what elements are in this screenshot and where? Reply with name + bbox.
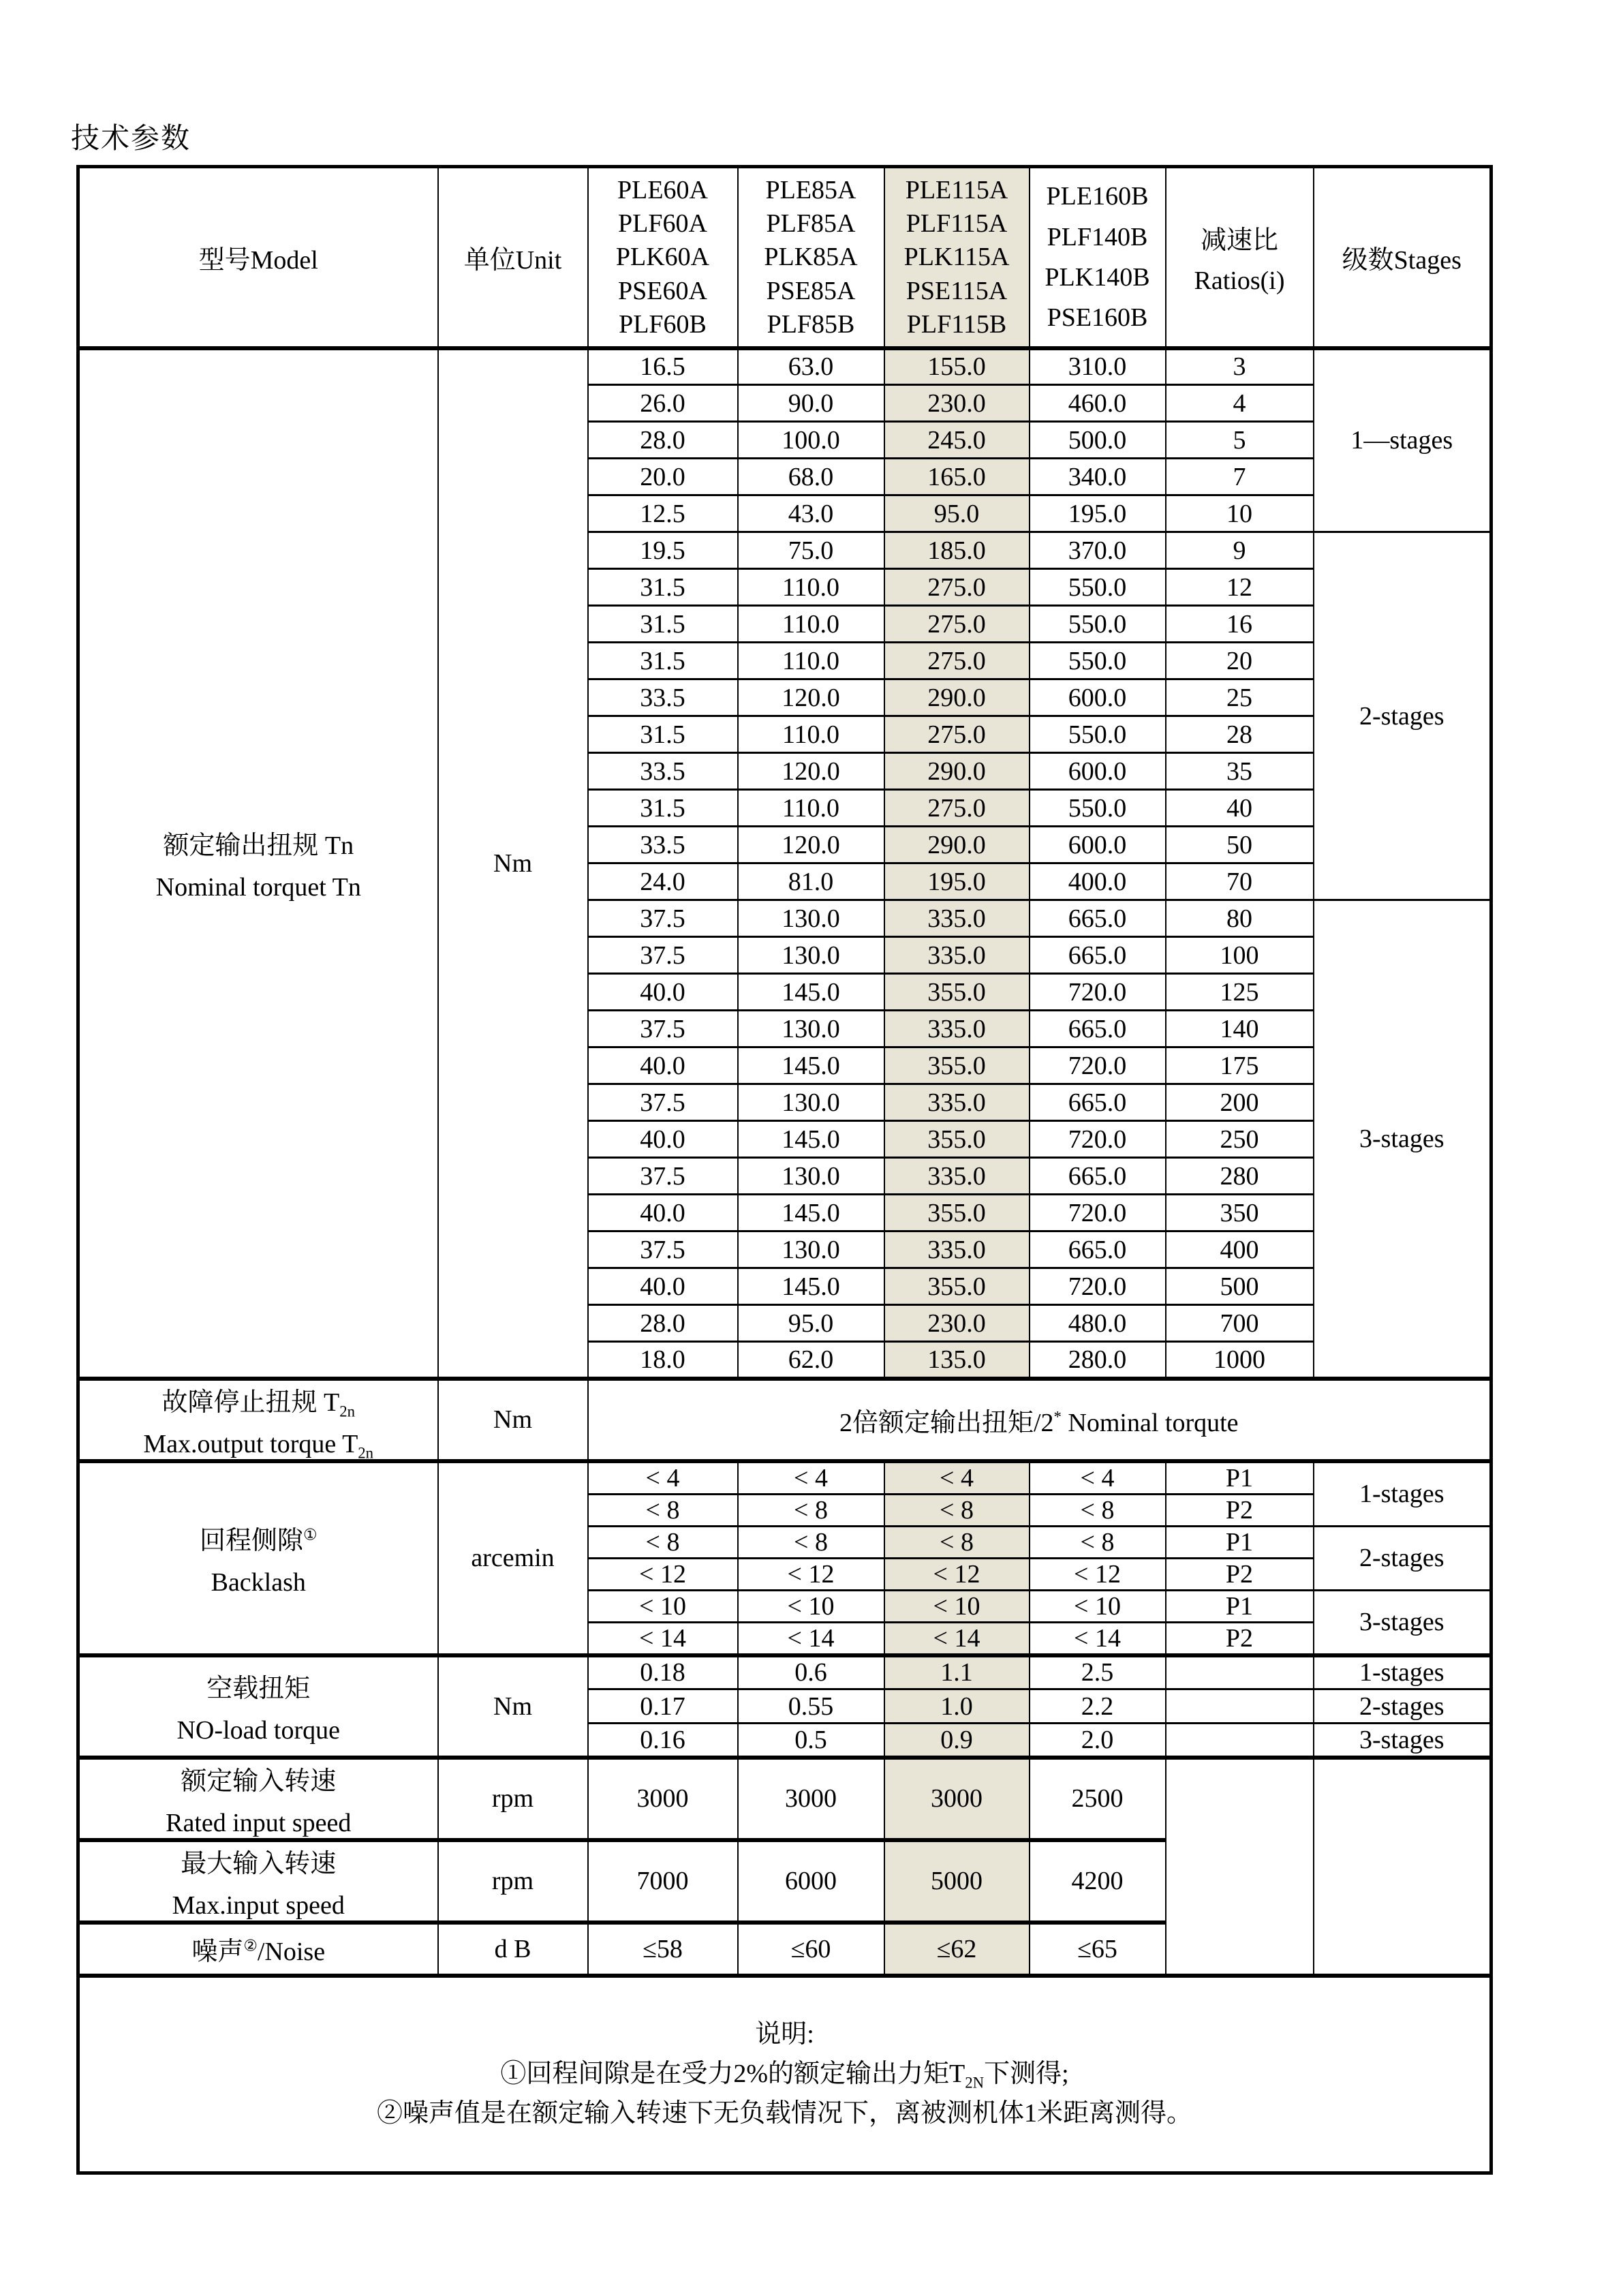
- torque-value-cell: 155.0: [884, 348, 1030, 385]
- torque-value-cell: 110.0: [738, 790, 884, 827]
- torque-value-cell: 75.0: [738, 532, 884, 569]
- torque-value-cell: 165.0: [884, 459, 1030, 495]
- torque-value-cell: 81.0: [738, 863, 884, 900]
- precision-grade-cell: P1: [1166, 1590, 1314, 1622]
- table-row: [78, 1655, 1491, 1689]
- stage-label-cell: 3-stages: [1314, 1590, 1491, 1655]
- rated-speed-value-cell: 3000: [884, 1758, 1030, 1840]
- precision-grade-cell: P1: [1166, 1461, 1314, 1495]
- model-column-header-lines: [1030, 171, 1165, 343]
- torque-value-cell: 720.0: [1030, 1195, 1166, 1231]
- precision-grade-cell: P2: [1166, 1494, 1314, 1526]
- no-load-value-cell: 0.18: [588, 1655, 738, 1689]
- no-load-torque-label-lines: [80, 1667, 437, 1745]
- torque-value-cell: 145.0: [738, 1121, 884, 1158]
- precision-grade-cell: P2: [1166, 1622, 1314, 1655]
- torque-value-cell: 290.0: [884, 827, 1030, 863]
- torque-value-cell: 600.0: [1030, 827, 1166, 863]
- ratio-cell-empty: [1166, 1724, 1314, 1758]
- torque-value-cell: 37.5: [588, 900, 738, 937]
- ratio-cell: 16: [1166, 606, 1314, 643]
- torque-value-cell: 120.0: [738, 679, 884, 716]
- model-column-header: [738, 167, 884, 348]
- model-header: 型号Model: [78, 167, 438, 348]
- torque-value-cell: 275.0: [884, 716, 1030, 753]
- max-input-speed-label: [78, 1840, 438, 1923]
- max-output-torque-value: 2倍额定输出扭矩/2* Nominal torqute: [588, 1379, 1491, 1461]
- ratio-cell: 7: [1166, 459, 1314, 495]
- torque-value-cell: 40.0: [588, 1268, 738, 1305]
- model-name: PSE60A: [618, 276, 707, 305]
- backlash-value-cell: < 8: [738, 1494, 884, 1526]
- torque-value-cell: 20.0: [588, 459, 738, 495]
- torque-value-cell: 195.0: [1030, 495, 1166, 532]
- torque-value-cell: 335.0: [884, 900, 1030, 937]
- ratios-header: [1166, 167, 1314, 348]
- rated-speed-value-cell: 3000: [738, 1758, 884, 1840]
- ratio-cell: 40: [1166, 790, 1314, 827]
- ratio-cell: 280: [1166, 1158, 1314, 1195]
- model-name: PLK115A: [903, 243, 1010, 272]
- torque-value-cell: 275.0: [884, 643, 1030, 679]
- backlash-value-cell: < 8: [1030, 1526, 1166, 1558]
- torque-value-cell: 62.0: [738, 1342, 884, 1379]
- torque-value-cell: 145.0: [738, 1268, 884, 1305]
- table-row: [78, 348, 1491, 385]
- unit-cell: Nm: [438, 1379, 588, 1461]
- backlash-label-lines: [80, 1519, 437, 1597]
- torque-value-cell: 335.0: [884, 1158, 1030, 1195]
- note-line: ②噪声值是在额定输入转速下无负载情况下，离被测机体1米距离测得。: [376, 2098, 1192, 2128]
- no-load-value-cell: 0.5: [738, 1724, 884, 1758]
- torque-value-cell: 275.0: [884, 790, 1030, 827]
- ratio-cell: 1000: [1166, 1342, 1314, 1379]
- torque-value-cell: 145.0: [738, 974, 884, 1011]
- torque-value-cell: 665.0: [1030, 900, 1166, 937]
- ratio-cell: 10: [1166, 495, 1314, 532]
- no-load-value-cell: 0.6: [738, 1655, 884, 1689]
- torque-value-cell: 460.0: [1030, 385, 1166, 422]
- note-line: ①回程间隙是在受力2%的额定输出力矩$T_{2N}$下测得;: [500, 2059, 1069, 2092]
- torque-value-cell: 40.0: [588, 1047, 738, 1084]
- torque-value-cell: 370.0: [1030, 532, 1166, 569]
- ratio-cell: 125: [1166, 974, 1314, 1011]
- model-column-header-lines: [739, 171, 884, 343]
- torque-value-cell: 145.0: [738, 1047, 884, 1084]
- max-speed-value-cell: 5000: [884, 1840, 1030, 1923]
- torque-value-cell: 110.0: [738, 716, 884, 753]
- torque-value-cell: 130.0: [738, 900, 884, 937]
- no-load-value-cell: 2.2: [1030, 1689, 1166, 1724]
- unit-cell: d B: [438, 1923, 588, 1976]
- stage-label-cell: 2-stages: [1314, 1689, 1491, 1724]
- stage-label-cell: 3-stages: [1314, 900, 1491, 1379]
- torque-value-cell: 290.0: [884, 679, 1030, 716]
- torque-value-cell: 110.0: [738, 569, 884, 606]
- torque-value-cell: 130.0: [738, 1084, 884, 1121]
- torque-value-cell: 28.0: [588, 1305, 738, 1342]
- backlash-value-cell: < 8: [588, 1494, 738, 1526]
- torque-value-cell: 145.0: [738, 1195, 884, 1231]
- torque-value-cell: 355.0: [884, 1047, 1030, 1084]
- row-label-line: 额定输入转速: [181, 1766, 337, 1796]
- torque-value-cell: 550.0: [1030, 643, 1166, 679]
- notes-cell-lines: [80, 2015, 1489, 2133]
- torque-value-cell: 275.0: [884, 606, 1030, 643]
- row-label-line: Max.output torque $T_{2n}$: [143, 1429, 374, 1461]
- torque-value-cell: 63.0: [738, 348, 884, 385]
- row-label-line: Rated input speed: [166, 1808, 352, 1837]
- torque-value-cell: 100.0: [738, 422, 884, 459]
- torque-value-cell: 37.5: [588, 937, 738, 974]
- ratio-cell: 500: [1166, 1268, 1314, 1305]
- model-name: PLF140B: [1047, 222, 1148, 251]
- max-speed-value-cell: 7000: [588, 1840, 738, 1923]
- backlash-value-cell: < 8: [1030, 1494, 1166, 1526]
- model-name: PSE160B: [1047, 303, 1148, 332]
- torque-value-cell: 665.0: [1030, 1011, 1166, 1047]
- torque-value-cell: 230.0: [884, 1305, 1030, 1342]
- torque-value-cell: 95.0: [738, 1305, 884, 1342]
- model-name: PLF115B: [906, 309, 1007, 339]
- ratio-cell: 4: [1166, 385, 1314, 422]
- torque-value-cell: 110.0: [738, 606, 884, 643]
- torque-value-cell: 335.0: [884, 1011, 1030, 1047]
- torque-value-cell: 90.0: [738, 385, 884, 422]
- backlash-value-cell: < 4: [588, 1461, 738, 1495]
- spec-table: [76, 165, 1493, 2175]
- no-load-value-cell: 2.0: [1030, 1724, 1166, 1758]
- nominal-torque-label: [78, 348, 438, 1379]
- torque-value-cell: 400.0: [1030, 863, 1166, 900]
- model-name: PSE115A: [906, 276, 1008, 305]
- noise-label: 噪声②/Noise: [78, 1923, 438, 1976]
- stage-cell-empty: [1314, 1758, 1491, 1976]
- ratio-cell: 100: [1166, 937, 1314, 974]
- model-column-header: [884, 167, 1030, 348]
- torque-value-cell: 40.0: [588, 974, 738, 1011]
- torque-value-cell: 665.0: [1030, 1231, 1166, 1268]
- max-input-speed-label-lines: [80, 1842, 437, 1920]
- torque-value-cell: 275.0: [884, 569, 1030, 606]
- no-load-value-cell: 1.0: [884, 1689, 1030, 1724]
- model-column-header: [588, 167, 738, 348]
- torque-value-cell: 550.0: [1030, 790, 1166, 827]
- no-load-value-cell: 2.5: [1030, 1655, 1166, 1689]
- backlash-value-cell: < 8: [884, 1526, 1030, 1558]
- backlash-value-cell: < 14: [1030, 1622, 1166, 1655]
- backlash-value-cell: < 10: [588, 1590, 738, 1622]
- row-label-line: 回程侧隙①: [200, 1525, 318, 1555]
- ratio-cell: 80: [1166, 900, 1314, 937]
- torque-value-cell: 18.0: [588, 1342, 738, 1379]
- ratio-cell: 50: [1166, 827, 1314, 863]
- row-label-line: Max.input speed: [172, 1891, 345, 1920]
- backlash-value-cell: < 12: [588, 1558, 738, 1590]
- torque-value-cell: 665.0: [1030, 937, 1166, 974]
- precision-grade-cell: P2: [1166, 1558, 1314, 1590]
- model-column-header-lines: [589, 171, 737, 343]
- row-label-line: 最大输入转速: [181, 1849, 337, 1878]
- torque-value-cell: 31.5: [588, 716, 738, 753]
- torque-value-cell: 33.5: [588, 679, 738, 716]
- ratio-cell: 350: [1166, 1195, 1314, 1231]
- torque-value-cell: 355.0: [884, 1268, 1030, 1305]
- ratio-cell: 200: [1166, 1084, 1314, 1121]
- ratios-header-line: Ratios(i): [1194, 266, 1285, 295]
- ratio-cell: 700: [1166, 1305, 1314, 1342]
- torque-value-cell: 31.5: [588, 606, 738, 643]
- backlash-value-cell: < 14: [884, 1622, 1030, 1655]
- ratios-header-line: 减速比: [1200, 226, 1278, 255]
- backlash-value-cell: < 4: [738, 1461, 884, 1495]
- torque-value-cell: 40.0: [588, 1121, 738, 1158]
- model-name: PLK60A: [615, 243, 710, 272]
- row-label-line: Backlash: [211, 1567, 306, 1597]
- rated-input-speed-label: [78, 1758, 438, 1840]
- row-label-line: 故障停止扭规 $T_{2n}$: [161, 1388, 355, 1420]
- model-name: PLE85A: [765, 175, 856, 204]
- ratio-cell-empty: [1166, 1758, 1314, 1976]
- model-name: PLF85A: [766, 209, 856, 238]
- note-line: 说明:: [755, 2020, 814, 2049]
- torque-value-cell: 130.0: [738, 1158, 884, 1195]
- torque-value-cell: 550.0: [1030, 716, 1166, 753]
- nominal-torque-label-lines: [80, 824, 437, 902]
- torque-value-cell: 95.0: [884, 495, 1030, 532]
- torque-value-cell: 720.0: [1030, 974, 1166, 1011]
- stages-header: 级数Stages: [1314, 167, 1491, 348]
- stage-label-cell: 3-stages: [1314, 1724, 1491, 1758]
- torque-value-cell: 665.0: [1030, 1158, 1166, 1195]
- unit-cell: arcemin: [438, 1461, 588, 1655]
- backlash-value-cell: < 14: [738, 1622, 884, 1655]
- torque-value-cell: 130.0: [738, 1231, 884, 1268]
- torque-value-cell: 245.0: [884, 422, 1030, 459]
- ratio-cell: 140: [1166, 1011, 1314, 1047]
- max-output-torque-label: [78, 1379, 438, 1461]
- ratio-cell: 20: [1166, 643, 1314, 679]
- torque-value-cell: 110.0: [738, 643, 884, 679]
- torque-value-cell: 600.0: [1030, 679, 1166, 716]
- ratio-cell-empty: [1166, 1655, 1314, 1689]
- torque-value-cell: 550.0: [1030, 606, 1166, 643]
- max-speed-value-cell: 6000: [738, 1840, 884, 1923]
- torque-value-cell: 28.0: [588, 422, 738, 459]
- table-row: [78, 167, 1491, 348]
- rated-speed-value-cell: 2500: [1030, 1758, 1166, 1840]
- no-load-value-cell: 1.1: [884, 1655, 1030, 1689]
- table-row: [78, 1976, 1491, 2173]
- backlash-value-cell: < 10: [884, 1590, 1030, 1622]
- rated-input-speed-label-lines: [80, 1760, 437, 1838]
- torque-value-cell: 135.0: [884, 1342, 1030, 1379]
- torque-value-cell: 31.5: [588, 569, 738, 606]
- torque-value-cell: 33.5: [588, 753, 738, 790]
- backlash-value-cell: < 4: [884, 1461, 1030, 1495]
- backlash-value-cell: < 12: [738, 1558, 884, 1590]
- row-label-line: Nominal torquet Tn: [155, 873, 361, 902]
- model-name: PLF115A: [906, 209, 1008, 238]
- table-row: [78, 1379, 1491, 1461]
- torque-value-cell: 355.0: [884, 1121, 1030, 1158]
- backlash-value-cell: < 4: [1030, 1461, 1166, 1495]
- model-name: PLF60B: [619, 309, 707, 339]
- page-title: 技术参数: [71, 123, 191, 155]
- stage-label-cell: 1—stages: [1314, 348, 1491, 532]
- model-name: PLE115A: [905, 175, 1008, 204]
- backlash-value-cell: < 12: [884, 1558, 1030, 1590]
- no-load-torque-label: [78, 1655, 438, 1758]
- backlash-value-cell: < 8: [884, 1494, 1030, 1526]
- torque-value-cell: 720.0: [1030, 1047, 1166, 1084]
- row-label-line: NO-load torque: [176, 1716, 341, 1745]
- torque-value-cell: 40.0: [588, 1195, 738, 1231]
- torque-value-cell: 37.5: [588, 1231, 738, 1268]
- noise-value-cell: ≤62: [884, 1923, 1030, 1976]
- no-load-value-cell: 0.55: [738, 1689, 884, 1724]
- torque-value-cell: 130.0: [738, 1011, 884, 1047]
- torque-value-cell: 355.0: [884, 974, 1030, 1011]
- torque-value-cell: 130.0: [738, 937, 884, 974]
- torque-value-cell: 68.0: [738, 459, 884, 495]
- ratio-cell: 5: [1166, 422, 1314, 459]
- model-name: PLF85B: [767, 309, 855, 339]
- torque-value-cell: 37.5: [588, 1158, 738, 1195]
- ratio-cell: 70: [1166, 863, 1314, 900]
- ratio-cell: 175: [1166, 1047, 1314, 1084]
- stage-label-cell: 1-stages: [1314, 1461, 1491, 1527]
- max-output-torque-label-lines: [80, 1381, 437, 1459]
- ratio-cell-empty: [1166, 1689, 1314, 1724]
- noise-value-cell: ≤58: [588, 1923, 738, 1976]
- ratio-cell: 400: [1166, 1231, 1314, 1268]
- torque-value-cell: 19.5: [588, 532, 738, 569]
- ratio-cell: 35: [1166, 753, 1314, 790]
- torque-value-cell: 16.5: [588, 348, 738, 385]
- table-row: [78, 1461, 1491, 1495]
- table-row: [78, 1758, 1491, 1840]
- backlash-label: [78, 1461, 438, 1655]
- backlash-value-cell: < 12: [1030, 1558, 1166, 1590]
- precision-grade-cell: P1: [1166, 1526, 1314, 1558]
- ratio-cell: 12: [1166, 569, 1314, 606]
- unit-cell: rpm: [438, 1840, 588, 1923]
- ratio-cell: 25: [1166, 679, 1314, 716]
- ratio-cell: 250: [1166, 1121, 1314, 1158]
- model-column-header-lines: [885, 171, 1029, 343]
- row-label-line: 空载扭矩: [206, 1674, 311, 1703]
- torque-value-cell: 31.5: [588, 790, 738, 827]
- noise-value-cell: ≤65: [1030, 1923, 1166, 1976]
- torque-value-cell: 24.0: [588, 863, 738, 900]
- stage-label-cell: 2-stages: [1314, 532, 1491, 900]
- torque-value-cell: 310.0: [1030, 348, 1166, 385]
- unit-cell: rpm: [438, 1758, 588, 1840]
- backlash-value-cell: < 10: [1030, 1590, 1166, 1622]
- torque-value-cell: 335.0: [884, 937, 1030, 974]
- rated-speed-value-cell: 3000: [588, 1758, 738, 1840]
- torque-value-cell: 195.0: [884, 863, 1030, 900]
- stage-label-cell: 1-stages: [1314, 1655, 1491, 1689]
- model-column-header: [1030, 167, 1166, 348]
- torque-value-cell: 37.5: [588, 1084, 738, 1121]
- model-name: PLK140B: [1045, 262, 1150, 292]
- row-label-line: 额定输出扭规 Tn: [163, 831, 354, 860]
- torque-value-cell: 185.0: [884, 532, 1030, 569]
- ratios-header-lines: [1166, 219, 1313, 296]
- unit-cell: Nm: [438, 348, 588, 1379]
- torque-value-cell: 720.0: [1030, 1121, 1166, 1158]
- max-speed-value-cell: 4200: [1030, 1840, 1166, 1923]
- model-name: PLE60A: [617, 175, 708, 204]
- stage-label-cell: 2-stages: [1314, 1526, 1491, 1590]
- ratio-cell: 28: [1166, 716, 1314, 753]
- torque-value-cell: 120.0: [738, 827, 884, 863]
- torque-value-cell: 33.5: [588, 827, 738, 863]
- notes-cell: [78, 1976, 1491, 2173]
- unit-cell: Nm: [438, 1655, 588, 1758]
- torque-value-cell: 290.0: [884, 753, 1030, 790]
- torque-value-cell: 665.0: [1030, 1084, 1166, 1121]
- torque-value-cell: 37.5: [588, 1011, 738, 1047]
- torque-value-cell: 335.0: [884, 1084, 1030, 1121]
- ratio-cell: 9: [1166, 532, 1314, 569]
- torque-value-cell: 31.5: [588, 643, 738, 679]
- unit-header: 单位Unit: [438, 167, 588, 348]
- no-load-value-cell: 0.17: [588, 1689, 738, 1724]
- torque-value-cell: 550.0: [1030, 569, 1166, 606]
- model-name: PLK85A: [764, 243, 858, 272]
- torque-value-cell: 600.0: [1030, 753, 1166, 790]
- model-name: PLF60A: [618, 209, 707, 238]
- torque-value-cell: 720.0: [1030, 1268, 1166, 1305]
- no-load-value-cell: 0.9: [884, 1724, 1030, 1758]
- torque-value-cell: 355.0: [884, 1195, 1030, 1231]
- backlash-value-cell: < 8: [738, 1526, 884, 1558]
- torque-value-cell: 230.0: [884, 385, 1030, 422]
- ratio-cell: 3: [1166, 348, 1314, 385]
- backlash-value-cell: < 14: [588, 1622, 738, 1655]
- torque-value-cell: 335.0: [884, 1231, 1030, 1268]
- torque-value-cell: 480.0: [1030, 1305, 1166, 1342]
- torque-value-cell: 280.0: [1030, 1342, 1166, 1379]
- torque-value-cell: 120.0: [738, 753, 884, 790]
- torque-value-cell: 340.0: [1030, 459, 1166, 495]
- torque-value-cell: 26.0: [588, 385, 738, 422]
- backlash-value-cell: < 10: [738, 1590, 884, 1622]
- no-load-value-cell: 0.16: [588, 1724, 738, 1758]
- model-name: PSE85A: [766, 276, 856, 305]
- torque-value-cell: 12.5: [588, 495, 738, 532]
- torque-value-cell: 43.0: [738, 495, 884, 532]
- noise-value-cell: ≤60: [738, 1923, 884, 1976]
- torque-value-cell: 500.0: [1030, 422, 1166, 459]
- backlash-value-cell: < 8: [588, 1526, 738, 1558]
- model-name: PLE160B: [1046, 182, 1149, 211]
